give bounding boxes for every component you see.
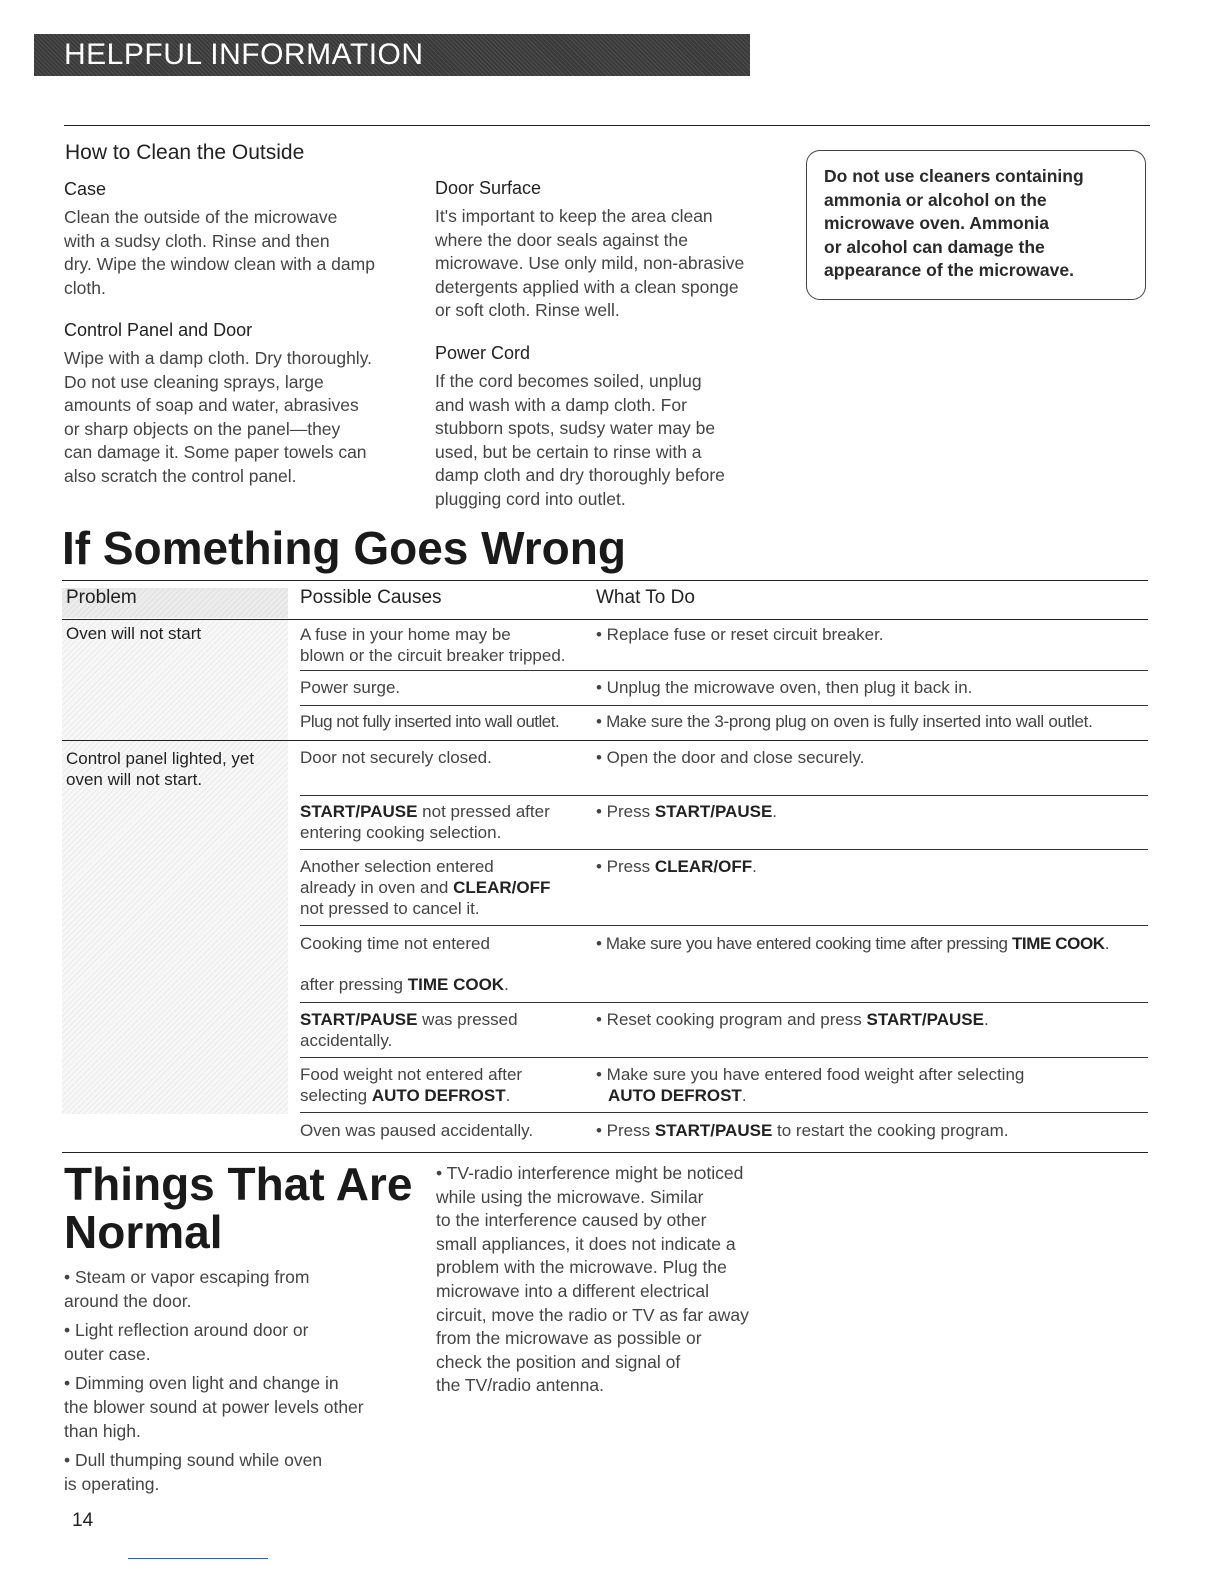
bullet-line: the TV/radio antenna.: [436, 1375, 604, 1396]
bullet-line: outer case.: [64, 1343, 151, 1364]
control-line: amounts of soap and water, abrasives: [64, 395, 359, 416]
footer-rule: [128, 1558, 268, 1559]
cause-line: [300, 877, 590, 898]
row-rule: [62, 1152, 1148, 1153]
cause-line: [300, 974, 590, 995]
cause-line: [300, 801, 590, 822]
header-todo: What To Do: [596, 587, 695, 608]
todo-cell: [596, 801, 1148, 822]
cause-line: not pressed to cancel it.: [300, 899, 480, 918]
table-row: [62, 1058, 1148, 1113]
bullet-line: around the door.: [64, 1290, 192, 1311]
door-line: or soft cloth. Rinse well.: [435, 300, 620, 321]
cause-cell: [300, 1064, 590, 1106]
cord-line: used, but be certain to rinse with a: [435, 441, 702, 462]
bullet-line: problem with the microwave. Plug the: [436, 1257, 727, 1278]
table-header: [62, 580, 1148, 620]
cause-line: Another selection entered: [300, 857, 494, 876]
keyword-time-cook: TIME COOK: [407, 975, 505, 994]
todo-cell: [596, 1009, 1148, 1030]
cause-text: .: [504, 975, 509, 994]
control-line: Wipe with a damp cloth. Dry thoroughly.: [64, 348, 373, 368]
keyword-start-pause: START/PAUSE: [300, 1010, 418, 1029]
door-text: [435, 205, 795, 323]
bullet-line: is operating.: [64, 1473, 160, 1494]
cause-cell: [300, 624, 590, 666]
cause-line: A fuse in your home may be: [300, 625, 511, 644]
door-line: where the door seals against the: [435, 229, 688, 250]
todo-cell: [596, 933, 1148, 954]
control-line: or sharp objects on the panel—they: [64, 418, 341, 439]
bullet-line: the blower sound at power levels other: [64, 1396, 364, 1417]
keyword-clear-off: CLEAR/OFF: [453, 878, 551, 897]
table-row: [62, 850, 1148, 926]
todo-text: • Press: [596, 857, 655, 876]
cause-cell: Power surge.: [300, 678, 401, 697]
normal-bullets-right: [436, 1162, 796, 1404]
problem-panel-line: oven will not start.: [66, 770, 203, 789]
todo-line: • Make sure you have entered food weight after selecting: [596, 1065, 1025, 1084]
todo-cell: • Open the door and close securely.: [596, 748, 865, 767]
control-line: also scratch the control panel.: [64, 465, 297, 486]
bullet-line: while using the microwave. Similar: [436, 1186, 704, 1207]
control-line: can damage it. Some paper towels can: [64, 442, 367, 463]
todo-text: .: [752, 857, 757, 876]
case-line: dry. Wipe the window clean with a damp: [64, 254, 375, 275]
door-line: detergents applied with a clean sponge: [435, 276, 739, 297]
cause-line: blown or the circuit breaker tripped.: [300, 646, 566, 665]
keyword-auto-defrost: AUTO DEFROST: [371, 1086, 506, 1105]
keyword-start-pause: START/PAUSE: [866, 1010, 984, 1029]
todo-cell: • Unplug the microwave oven, then plug it back in.: [596, 678, 973, 697]
cause-text: selecting: [300, 1086, 372, 1105]
cause-line: [300, 1085, 590, 1106]
case-line: Clean the outside of the microwave: [64, 207, 338, 227]
cord-text: [435, 370, 795, 512]
list-item: [64, 1266, 414, 1313]
bullet-line: microwave into a different electrical: [436, 1280, 709, 1301]
cause-cell: [300, 856, 590, 919]
case-text: [64, 206, 424, 300]
todo-cell: • Replace fuse or reset circuit breaker.: [596, 625, 884, 644]
cause-cell: [300, 1009, 590, 1051]
todo-text: • Reset cooking program and press: [596, 1010, 867, 1029]
clean-title: How to Clean the Outside: [65, 141, 305, 164]
table-row: [62, 620, 1148, 671]
cause-text: not pressed after: [417, 802, 550, 821]
keyword-start-pause: START/PAUSE: [654, 1121, 773, 1140]
todo-text: • Make sure you have entered cooking time after pressing: [596, 934, 1012, 953]
cause-cell: [300, 801, 590, 843]
normal-title: [64, 1160, 412, 1257]
cause-line: Food weight not entered after: [300, 1065, 523, 1084]
todo-text: to restart the cooking program.: [772, 1121, 1009, 1140]
top-rule: [64, 125, 1150, 126]
keyword-clear-off: CLEAR/OFF: [654, 857, 753, 876]
keyword-start-pause: START/PAUSE: [654, 802, 773, 821]
cord-line: If the cord becomes soiled, unplug: [435, 371, 702, 391]
problem-panel-line: Control panel lighted, yet: [66, 749, 255, 768]
todo-cell: [596, 856, 1148, 877]
cause-cell: Door not securely closed.: [300, 748, 492, 767]
bullet-line: small appliances, it does not indicate a: [436, 1233, 736, 1254]
case-heading: Case: [64, 179, 107, 199]
todo-cell: [596, 1064, 1148, 1106]
warning-line: microwave oven. Ammonia: [824, 213, 1049, 234]
todo-text: .: [741, 1086, 747, 1105]
cause-line: entering cooking selection.: [300, 823, 502, 842]
bullet-line: • Dimming oven light and change in: [64, 1373, 339, 1394]
todo-cell: [596, 1120, 1148, 1141]
list-item: [64, 1372, 414, 1443]
bullet-line: than high.: [64, 1420, 141, 1441]
keyword-auto-defrost: AUTO DEFROST: [608, 1086, 742, 1105]
bullet-line: • Dull thumping sound while oven: [64, 1450, 323, 1471]
cause-text: was pressed: [417, 1010, 518, 1029]
todo-text: .: [1104, 934, 1110, 953]
todo-text: • Press: [596, 802, 655, 821]
cord-line: and wash with a damp cloth. For: [435, 394, 687, 415]
normal-title-line: Things That Are: [64, 1158, 413, 1210]
cause-text: .: [505, 1086, 511, 1105]
bullet-line: check the position and signal of: [436, 1351, 681, 1372]
bullet-line: • Light reflection around door or: [64, 1320, 309, 1341]
cord-line: damp cloth and dry thoroughly before: [435, 465, 725, 486]
cause-text: after pressing: [300, 975, 408, 994]
case-line: cloth.: [64, 277, 106, 298]
section-header-band: [34, 34, 750, 76]
list-item: [64, 1319, 414, 1366]
table-row: [62, 1003, 1148, 1058]
cord-heading: Power Cord: [435, 343, 531, 363]
door-line: It's important to keep the area clean: [435, 206, 713, 226]
header-causes: Possible Causes: [300, 587, 442, 608]
keyword-start-pause: START/PAUSE: [300, 802, 418, 821]
case-section: [64, 179, 424, 300]
table-row: [62, 926, 1148, 1003]
control-text: [64, 347, 424, 489]
problem-oven-not-start: Oven will not start: [66, 624, 202, 643]
cause-line: accidentally.: [300, 1031, 393, 1050]
case-line: with a sudsy cloth. Rinse and then: [64, 230, 330, 251]
table-row: [62, 741, 1148, 796]
todo-text: .: [772, 802, 778, 821]
todo-line: [596, 1085, 1148, 1106]
todo-cell: • Make sure the 3-prong plug on oven is fully inserted into wall outlet.: [596, 712, 1093, 731]
list-item: [64, 1449, 414, 1496]
page-number: 14: [72, 1510, 94, 1531]
keyword-time-cook: TIME COOK: [1011, 934, 1105, 953]
section-header-title: HELPFUL INFORMATION: [64, 38, 424, 71]
cause-line: [300, 1009, 590, 1030]
bullet-line: from the microwave as possible or: [436, 1328, 702, 1349]
list-item: [436, 1162, 796, 1398]
trouble-table: [62, 580, 1148, 1140]
control-heading: Control Panel and Door: [64, 320, 253, 340]
warning-line: Do not use cleaners containing: [824, 166, 1084, 186]
control-section: [64, 320, 424, 489]
cause-cell: [300, 933, 590, 995]
cause-text: already in oven and: [300, 878, 454, 897]
normal-title-line: Normal: [64, 1206, 223, 1259]
warning-line: ammonia or alcohol on the: [824, 189, 1047, 210]
table-row: [62, 706, 1148, 741]
door-line: microwave. Use only mild, non-abrasive: [435, 253, 745, 274]
warning-callout: [806, 150, 1146, 300]
cause-line: Cooking time not entered: [300, 934, 490, 953]
warning-line: or alcohol can damage the: [824, 236, 1045, 257]
trouble-title: If Something Goes Wrong: [62, 522, 626, 574]
bullet-line: • Steam or vapor escaping from: [64, 1267, 310, 1287]
cord-section: [435, 343, 795, 512]
door-section: [435, 178, 795, 323]
todo-text: .: [983, 1010, 989, 1029]
todo-text: • Press: [596, 1121, 655, 1140]
bullet-line: to the interference caused by other: [436, 1210, 707, 1231]
table-row: [62, 796, 1148, 850]
header-problem: Problem: [66, 587, 137, 608]
cord-line: plugging cord into outlet.: [435, 488, 626, 509]
table-row: [62, 671, 1148, 706]
normal-bullets-left: [64, 1266, 414, 1502]
cause-cell: Plug not fully inserted into wall outlet.: [300, 712, 560, 731]
cord-line: stubborn spots, sudsy water may be: [435, 418, 716, 439]
door-heading: Door Surface: [435, 178, 542, 198]
bullet-line: circuit, move the radio or TV as far away: [436, 1304, 749, 1325]
cause-cell: Oven was paused accidentally.: [300, 1121, 534, 1140]
warning-line: appearance of the microwave.: [824, 260, 1074, 281]
table-row: [62, 1113, 1148, 1153]
bullet-line: • TV-radio interference might be noticed: [436, 1163, 744, 1183]
control-line: Do not use cleaning sprays, large: [64, 371, 324, 392]
